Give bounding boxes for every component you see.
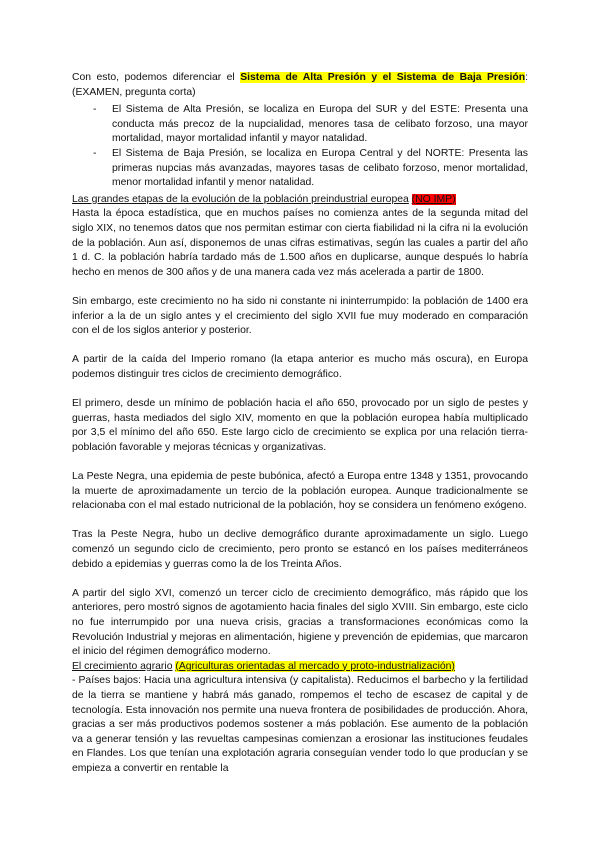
paragraph: A partir de la caída del Imperio romano (la etapa anterior es mucho más oscura), en Europa podemos distinguir tres ciclos de crecimiento demográfico.	[72, 354, 528, 380]
paragraph: El primero, desde un mínimo de población hacia el año 650, provocado por un siglo de pestes y guerras, hasta mediados del siglo XIV, momento en que la población europea había multiplicado por 3,5 el mínimo del año 650. Este largo ciclo de crecimiento se explica por una relación tierra-población favorable y mejoras técnicas y organizativas.	[72, 398, 528, 453]
section-heading-text: El crecimiento agrario	[72, 660, 173, 672]
section-heading-tag: (NO IMP)	[411, 193, 456, 205]
paragraph: Hasta la época estadística, que en muchos países no comienza antes de la segunda mitad del siglo XIX, no tenemos datos que nos permitan estimar con cierta fiabilidad ni la cifra ni la evolución de la población. Aun así, disponemos de unas cifras estimativas, según las cuales a partir del año 1 d. C. la población habría tardado más de 1.500 años en duplicarse, aunque después lo habría hecho en menos de 300 años y de una manera cada vez más acelerada a partir de 1800.	[72, 208, 528, 278]
list-item	[72, 147, 528, 191]
section-heading-text: Las grandes etapas de la evolución de la población preindustrial europea	[72, 193, 409, 205]
paragraph-spacer	[72, 382, 528, 397]
paragraph-spacer	[72, 455, 528, 470]
paragraph: Tras la Peste Negra, hubo un declive demográfico durante aproximadamente un siglo. Luego comenzó un segundo ciclo de crecimiento, pero pronto se estancó en los países mediterráneos debido a epidemias y guerras como la de los Treinta Años.	[72, 529, 528, 570]
bullet-marker: -	[93, 147, 97, 159]
paragraph: Sin embargo, este crecimiento no ha sido ni constante ni ininterrumpido: la población de 1400 era inferior a la de un siglo antes y el crecimiento del siglo XVII fue muy moderado en comparación con el de los siglos anterior y posterior.	[72, 295, 528, 337]
paragraph-spacer	[72, 280, 528, 295]
intro-tail: : (EXAMEN, pregunta corta)	[72, 72, 528, 98]
list-item-text: El Sistema de Alta Presión, se localiza en Europa del SUR y del ESTE: Presenta una conducta más precoz de la nupcialidad, menores tasa de celibato forzoso, una mayor mortalidad, mayor mortalidad infantil y mayor natalidad.	[112, 104, 528, 145]
pressure-systems-list	[72, 103, 528, 191]
paragraph-spacer	[72, 514, 528, 529]
paragraph: A partir del siglo XVI, comenzó un tercer ciclo de crecimiento demográfico, más rápido que los anteriores, pero mostró signos de agotamiento hacia finales del siglo XVIII. Sin embargo, este ciclo no fue interrumpido por una nueva crisis, gracias a transformaciones económicas como la Revolución Industrial y mejoras en alimentación, higiene y prevención de epidemias, que marcaron el inicio del régimen demográfico moderno.	[72, 587, 528, 658]
list-item	[72, 103, 528, 147]
intro-lead: Con esto, podemos diferenciar el	[72, 72, 241, 83]
paragraph-spacer	[72, 572, 528, 587]
intro-paragraph	[72, 71, 528, 100]
bullet-marker: -	[93, 104, 97, 116]
section-heading-tag: (Agriculturas orientadas al mercado y proto-industrialización)	[175, 660, 455, 672]
paragraph: - Países bajos: Hacia una agricultura intensiva (y capitalista). Reducimos el barbecho y la fertilidad de la tierra se mantiene y habrá más ganado, rompemos el techo de escasez de capital y de tecnología. Esta innovación nos permite una nueva frontera de posibilidades de producción. Ahora, gracias a ser más productivos podemos sostener a más población. Ese aumento de la población va a generar tensión y las revueltas campesinas comienzan a erosionar las instituciones feudales en Flandes. Los que tenían una explotación agraria conseguían vender todo lo que producían y se empieza a convertir en rentable la	[72, 675, 528, 774]
section-heading	[72, 660, 528, 675]
paragraph-spacer	[72, 339, 528, 354]
list-item-text: El Sistema de Baja Presión, se localiza en Europa Central y del NORTE: Presenta las primeras nupcias más avanzadas, mayores tasas de celibato forzoso, menor mortalidad, menor mortalidad infantil y menor natalidad.	[112, 147, 528, 189]
section-heading	[72, 193, 528, 208]
intro-highlight: Sistema de Alta Presión y el Sistema de Baja Presión	[240, 72, 526, 83]
document-body	[72, 71, 528, 777]
paragraph: La Peste Negra, una epidemia de peste bubónica, afectó a Europa entre 1348 y 1351, provocando la muerte de aproximadamente un tercio de la población europea. Aunque tradicionalmente se relacionaba con el mal estado nutricional de la población, hoy se considera un fenómeno exógeno.	[72, 471, 528, 512]
